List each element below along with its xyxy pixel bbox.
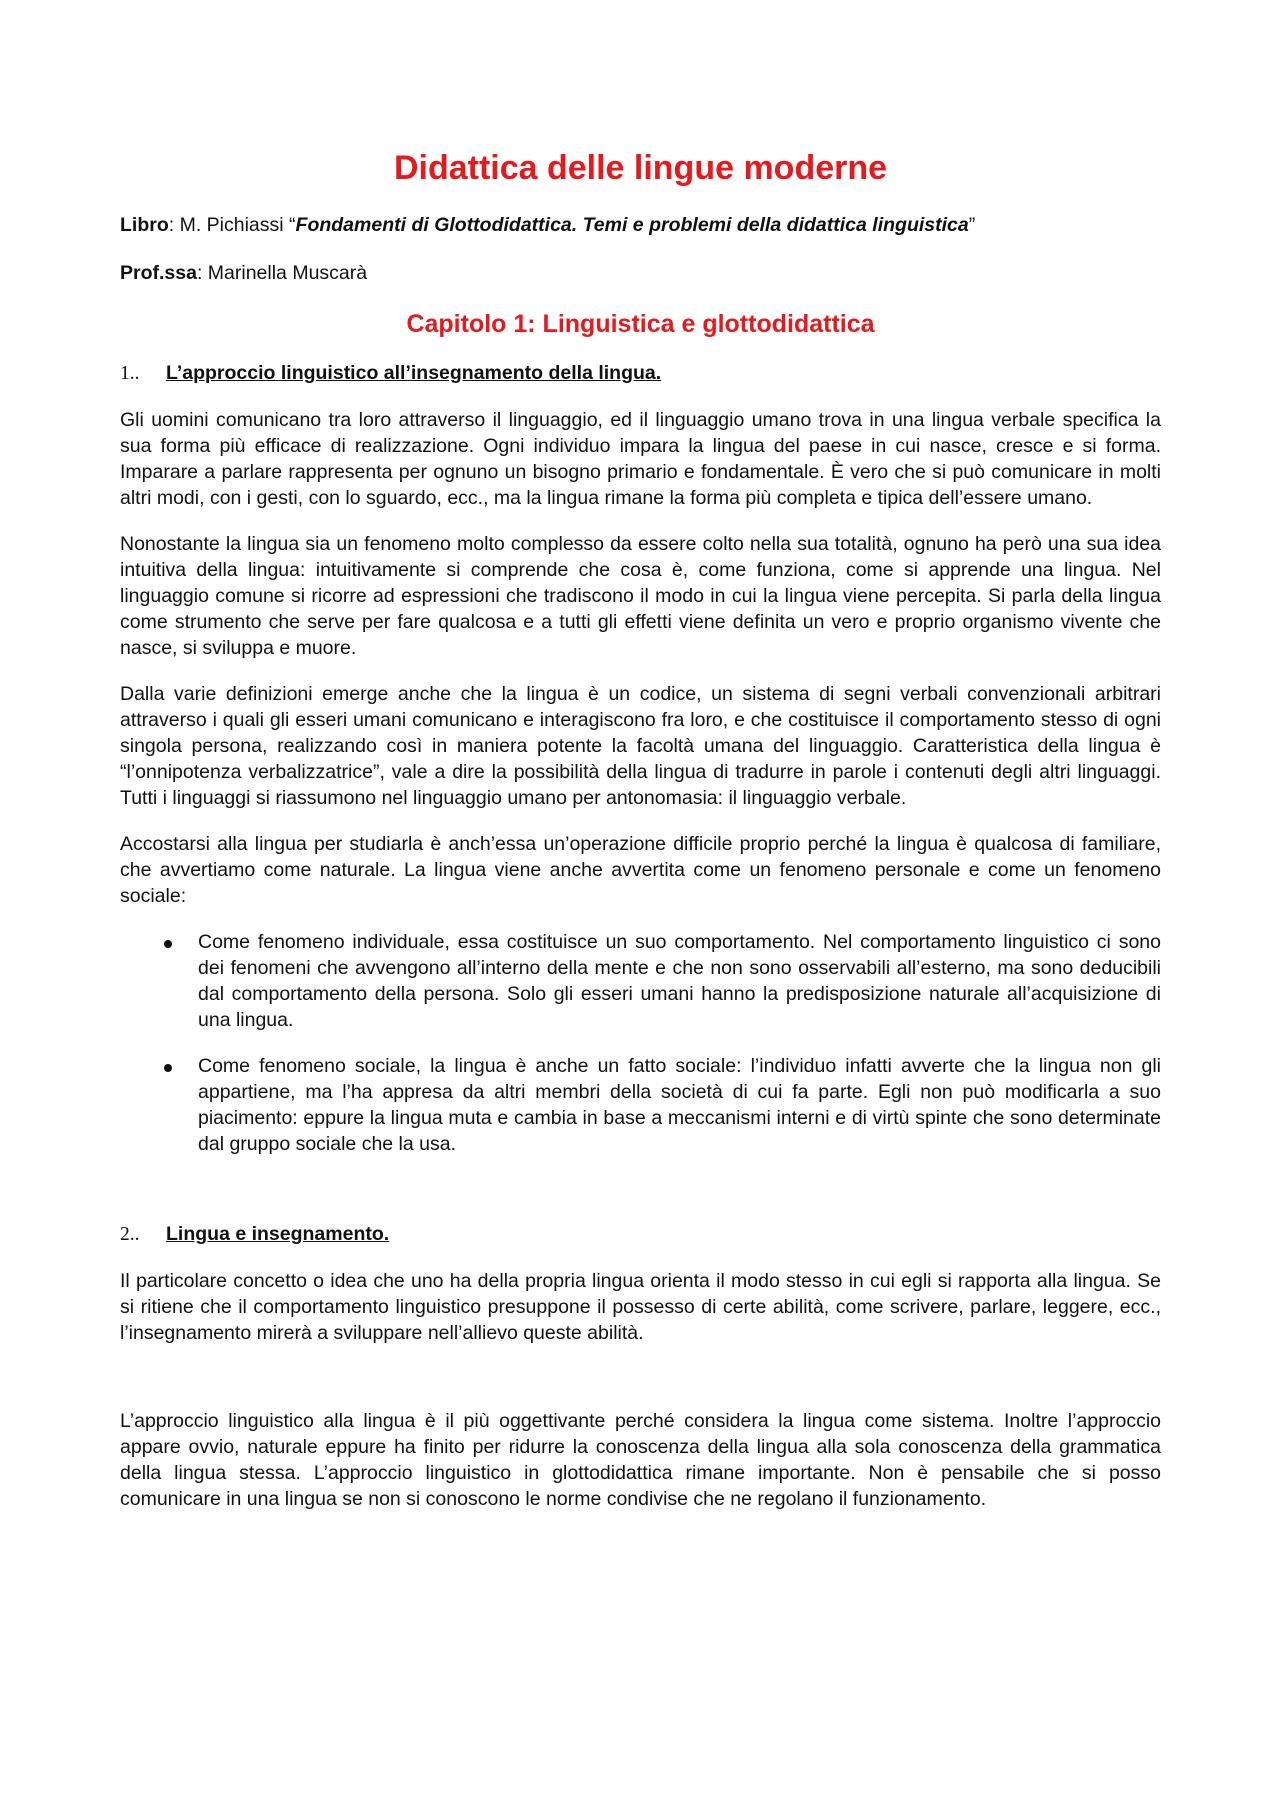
- spacer: [120, 1366, 1161, 1408]
- section-heading-1: [120, 360, 1161, 387]
- bullet-list: [120, 929, 1161, 1157]
- chapter-title: Capitolo 1: Linguistica e glottodidattica: [406, 310, 875, 338]
- list-item-text: Come fenomeno sociale, la lingua è anche un fatto sociale: l’individuo infatti avverte che la lingua non gli appartiene, ma l’ha appresa da altri membri della società di cui fa parte. Egli non può modificarla a suo piacimento: eppure la lingua muta e cambia in base a meccanismi interni e di virtù spinte che sono determinate dal gruppo sociale che la usa.: [198, 1055, 1161, 1155]
- bullet-icon: [164, 940, 172, 948]
- paragraph: Accostarsi alla lingua per studiarla è anch’essa un’operazione difficile proprio perché la lingua è qualcosa di familiare, che avvertiamo come naturale. La lingua viene anche avvertita come un fenomeno personale e come un fenomeno sociale:: [120, 833, 1161, 907]
- section-number: 1..: [120, 363, 140, 384]
- professor-name: : Marinella Muscarà: [196, 262, 368, 284]
- section-number: 2..: [120, 1224, 140, 1245]
- list-item: [120, 1053, 1161, 1157]
- section-title: L’approccio linguistico all’insegnamento della lingua.: [166, 362, 662, 384]
- spacer: [120, 1177, 1161, 1221]
- book-title: Fondamenti di Glottodidattica. Temi e problemi della didattica linguistica: [295, 214, 969, 236]
- paragraph: L’approccio linguistico alla lingua è il più oggettivante perché considera la lingua come sistema. Inoltre l’approccio appare ovvio, naturale eppure ha finito per ridurre la conoscenza della lingua alla sola conoscenza della grammatica della lingua stessa. L’approccio linguistico in glottodidattica rimane importante. Non è pensabile che si posso comunicare in una lingua se non si conoscono le norme condivise che ne regolano il funzionamento.: [120, 1410, 1161, 1510]
- book-close-quote: ”: [968, 214, 976, 236]
- book-author: : M. Pichiassi “: [168, 214, 296, 236]
- bullet-icon: [164, 1064, 172, 1072]
- professor-label: Prof.ssa: [120, 262, 197, 284]
- document-title: Didattica delle lingue moderne: [393, 149, 888, 187]
- paragraph: Dalla varie definizioni emerge anche che la lingua è un codice, un sistema di segni verbali convenzionali arbitrari attraverso i quali gli esseri umani comunicano e interagiscono fra loro, e che costituisce il comportamento stesso di ogni singola persona, realizzando così in maniera potente la facoltà umana del linguaggio. Caratteristica della lingua è “l’onnipotenza verbalizzatrice”, vale a dire la possibilità della lingua di tradurre in parole i contenuti degli altri linguaggi. Tutti i linguaggi si riassumono nel linguaggio umano per antonomasia: il linguaggio verbale.: [120, 683, 1161, 809]
- section-title: Lingua e insegnamento.: [166, 1223, 390, 1245]
- list-item: [120, 929, 1161, 1033]
- list-item-text: Come fenomeno individuale, essa costituisce un suo comportamento. Nel comportamento linguistico ci sono dei fenomeni che avvengono all’interno della mente e che non sono osservabili all’esterno, ma sono deducibili dal comportamento della persona. Solo gli esseri umani hanno la predisposizione naturale all’acquisizione di una lingua.: [198, 931, 1161, 1031]
- paragraph: Nonostante la lingua sia un fenomeno molto complesso da essere colto nella sua totalità, ognuno ha però una sua idea intuitiva della lingua: intuitivamente si comprende che cosa è, come funziona, come si apprende una lingua. Nel linguaggio comune si ricorre ad espressioni che tradiscono il modo in cui la lingua viene percepita. Si parla della lingua come strumento che serve per fare qualcosa e a tutti gli effetti viene definita un vero e proprio organismo vivente che nasce, si sviluppa e muore.: [120, 533, 1161, 659]
- paragraph: Gli uomini comunicano tra loro attraverso il linguaggio, ed il linguaggio umano trova in una lingua verbale specifica la sua forma più efficace di realizzazione. Ogni individuo impara la lingua del paese in cui nasce, cresce e si forma. Imparare a parlare rappresenta per ognuno un bisogno primario e fondamentale. È vero che si può comunicare in molti altri modi, con i gesti, con lo sguardo, ecc., ma la lingua rimane la forma più completa e tipica dell’essere umano.: [120, 409, 1161, 509]
- section-heading-2: [120, 1221, 1161, 1248]
- paragraph: Il particolare concetto o idea che uno ha della propria lingua orienta il modo stesso in cui egli si rapporta alla lingua. Se si ritiene che il comportamento linguistico presuppone il possesso di certe abilità, come scrivere, parlare, leggere, ecc., l’insegnamento mirerà a sviluppare nell’allievo queste abilità.: [120, 1270, 1161, 1344]
- professor-line: [120, 260, 1161, 286]
- document-page: [120, 140, 1161, 1532]
- book-reference: [120, 212, 1161, 238]
- book-label: Libro: [120, 214, 169, 236]
